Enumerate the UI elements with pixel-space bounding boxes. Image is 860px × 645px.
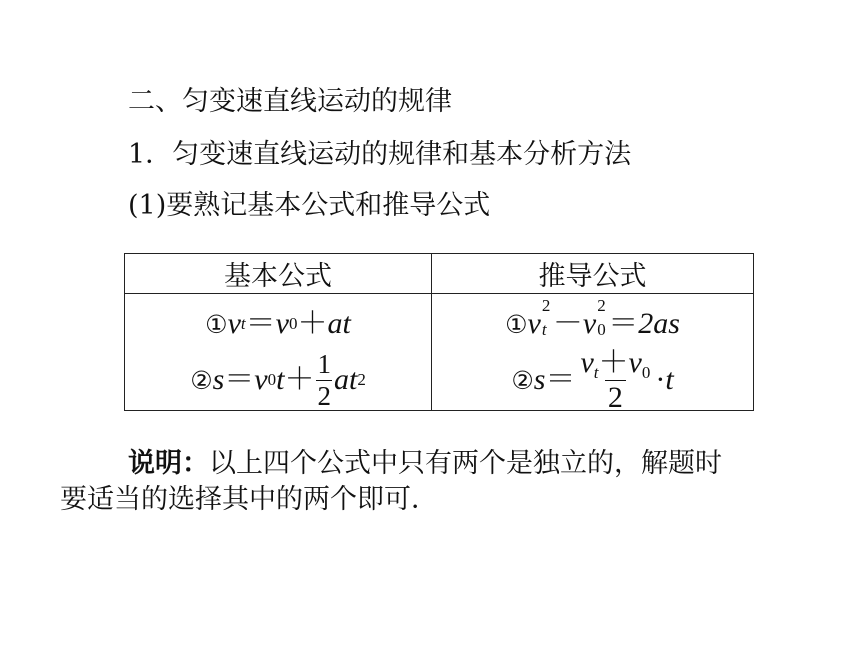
subsection-heading: 1．匀变速直线运动的规律和基本分析方法	[128, 139, 632, 170]
formula-velocity-time: ① v t ＝ v 0 ＋ at	[205, 307, 351, 340]
formula-displacement-time: ② s ＝ v 0 t ＋ $\frac{1}{2}$ at 2	[190, 348, 366, 411]
table-body-row	[125, 294, 754, 411]
note-line-1	[128, 450, 722, 477]
subsubsection-heading: (1)要熟记基本公式和推导公式	[128, 190, 491, 221]
header-basic-formulas: 基本公式	[125, 254, 432, 294]
note-label: 说明：	[128, 448, 209, 479]
basic-formulas-cell	[125, 294, 432, 411]
section-heading: 二、匀变速直线运动的规律	[128, 86, 452, 117]
table-header-row	[125, 254, 754, 294]
formula-average-velocity: ② s ＝ $\frac{v_t+v_0}{2}$ · t	[511, 345, 674, 414]
header-derived-formulas: 推导公式	[432, 254, 754, 294]
note-text-1: 以上四个公式中只有两个是独立的，解题时	[209, 448, 722, 479]
fraction-average-velocity: $\frac{v_t+v_0}{2}$	[580, 345, 651, 414]
note-line-2: 要适当的选择其中的两个即可．	[60, 484, 438, 515]
formula-table	[124, 253, 754, 414]
formula-velocity-displacement: ① v 2 t － v 2 0 ＝ 2as	[505, 296, 680, 340]
fraction-one-half: $\frac{1}{2}$	[317, 348, 331, 411]
derived-formulas-cell	[432, 294, 754, 414]
